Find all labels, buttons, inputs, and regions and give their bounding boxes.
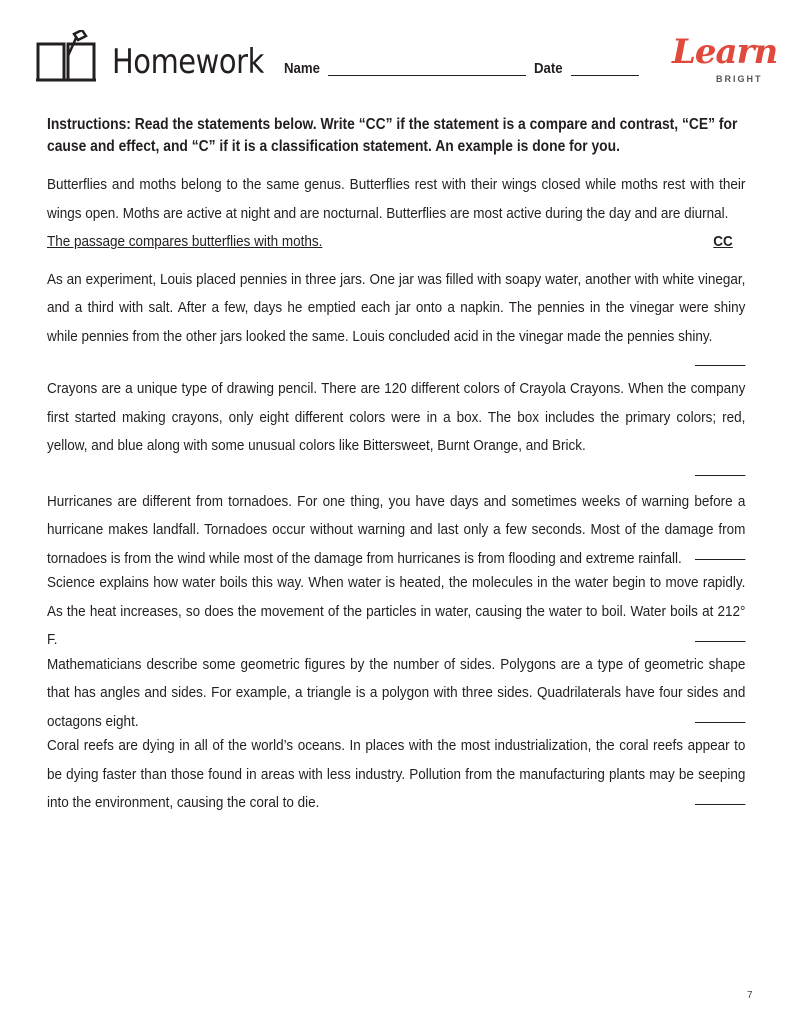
statement-2 [47,375,745,476]
statement-1 [47,266,745,367]
date-label: Date [534,60,563,77]
example-answer: CC [713,233,733,250]
name-field[interactable] [328,75,526,76]
logo-subtext: BRIGHT [716,74,763,84]
example-text: Butterflies and moths belong to the same genus. Butterflies rest with their wings closed while moths rest with their wings open. Moths are active at night and are nocturnal. Butterflies are most active during the day and are diurnal. [47,176,746,222]
answer-blank[interactable] [695,708,745,723]
instructions: Instructions: Read the statements below. Write “CC” if the statement is a compare and contrast, “CE” for cause and effect, and “C” if it is a classification statement. An example is done for you. [47,116,738,155]
worksheet-header [34,28,778,88]
example-statement [47,171,745,257]
statement-text: Mathematicians describe some geometric figures by the number of sides. Polygons are a type of geometric shape that has angles and sides. For example, a triangle is a polygon with three sides. Quadrilaterals have four sides and octagons eight. [47,655,746,730]
answer-blank[interactable] [695,790,745,805]
example-note: The passage compares butterflies with moths. [47,233,323,250]
statement-text: Hurricanes are different from tornadoes. For one thing, you have days and sometimes weeks of warning before a hurricane makes landfall. Tornadoes occur without warning and last only a few seconds. Most of the damage from tornadoes is from the wind while most of the damage from hurricanes is from flooding and extreme rainfall. [47,492,746,567]
open-book-pencil-icon [34,30,98,86]
statement-3 [47,488,746,567]
page-number: 7 [747,990,753,1001]
worksheet-title: Homework [112,42,264,82]
answer-blank[interactable] [695,461,745,476]
date-field[interactable] [571,75,639,76]
statement-5 [47,651,746,730]
worksheet-body [47,114,745,814]
name-label: Name [284,60,320,77]
statement-text: As an experiment, Louis placed pennies in three jars. One jar was filled with soapy water, another with white vinegar, and a third with salt. After a few, days he emptied each jar onto a napkin. The pennies in the vinegar were shiny while pennies from the other jars looked the same. Louis concluded acid in the vinegar made the pennies shiny. [47,270,746,345]
answer-blank[interactable] [695,627,745,642]
statement-4 [47,569,746,648]
answer-blank[interactable] [695,545,745,560]
statement-6 [47,732,746,811]
answer-blank[interactable] [695,351,745,366]
statement-text: Crayons are a unique type of drawing pencil. There are 120 different colors of Crayola Crayons. When the company first started making crayons, only eight different colors were in a box. The box includes the primary colors; red, yellow, and blue along with some unusual colors like Bittersweet, Burnt Orange, and Brick. [47,380,746,454]
logo-wordmark: Learn [672,32,778,72]
statement-text: Science explains how water boils this way. When water is heated, the molecules in the water begin to move rapidly. As the heat increases, so does the movement of the particles in water, causing the water to boil. Water boils at 212° F. [47,574,746,648]
statement-text: Coral reefs are dying in all of the world’s oceans. In places with the most industrialization, the coral reefs appear to be dying faster than those found in areas with less industry. Pollution from the manufacturing plants may be seeping into the environment, causing the coral to die. [47,737,746,811]
learn-bright-logo [672,32,778,86]
